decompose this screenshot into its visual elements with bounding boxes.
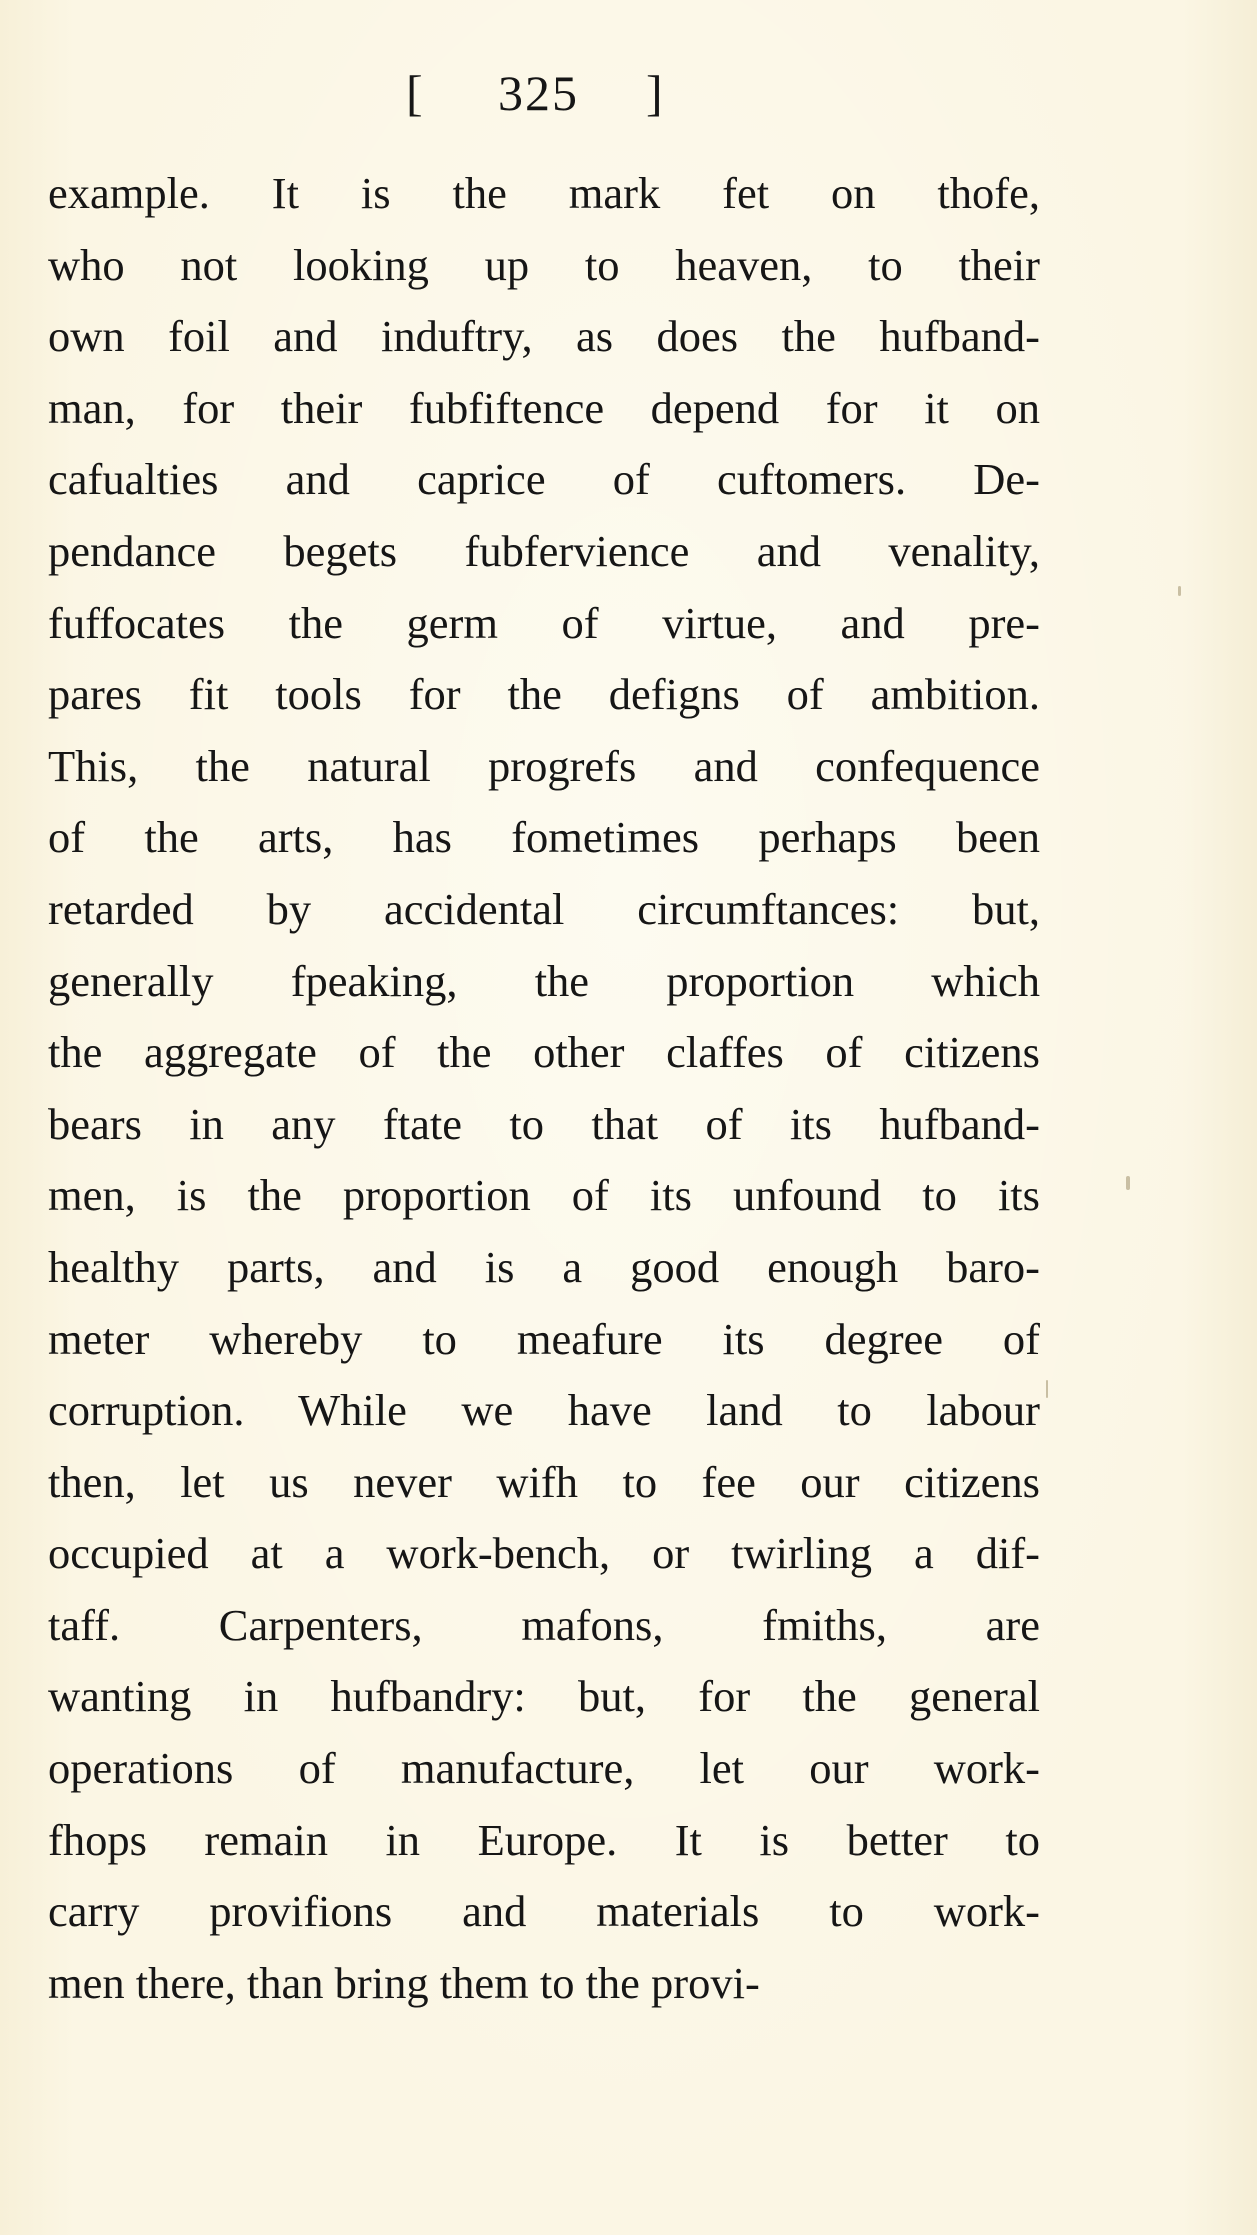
text-line: bears in any ftate to that of its hufband-	[48, 1098, 1040, 1149]
text-line: cafualties and caprice of cuftomers. De-	[48, 454, 1040, 505]
text-line: the aggregate of the other claffes of citizens	[48, 1027, 1040, 1078]
body-text	[48, 158, 1040, 2019]
paper-speck	[1178, 586, 1181, 596]
page-number: 325	[498, 65, 579, 121]
text-line: This, the natural progrefs and confequence	[48, 740, 1040, 791]
text-line: men, is the proportion of its unfound to its	[48, 1170, 1040, 1221]
text-line: carry provifions and materials to work-	[48, 1886, 1040, 1937]
text-line: corruption. While we have land to labour	[48, 1385, 1040, 1436]
text-line: men there, than bring them to the provi-	[48, 1957, 760, 2008]
text-line: healthy parts, and is a good enough baro-	[48, 1241, 1040, 1292]
text-line: occupied at a work-bench, or twirling a dif-	[48, 1528, 1040, 1579]
paper-speck	[1046, 1380, 1048, 1398]
text-line: fhops remain in Europe. It is better to	[48, 1814, 1040, 1865]
text-line: man, for their fubfiftence depend for it on	[48, 382, 1040, 433]
text-line: then, let us never wifh to fee our citizens	[48, 1456, 1040, 1507]
text-line: wanting in hufbandry: but, for the general	[48, 1671, 1040, 1722]
text-line: operations of manufacture, let our work-	[48, 1743, 1040, 1794]
page-number-header	[400, 58, 700, 128]
text-line: meter whereby to meafure its degree of	[48, 1313, 1040, 1364]
text-line: pendance begets fubfervience and venality,	[48, 525, 1040, 576]
text-line: example. It is the mark fet on thofe,	[48, 168, 1040, 218]
text-line: of the arts, has fometimes perhaps been	[48, 812, 1040, 863]
paper-speck	[1126, 1176, 1130, 1190]
text-line: retarded by accidental circumftances: but,	[48, 883, 1040, 934]
text-line: fuffocates the germ of virtue, and pre-	[48, 597, 1040, 648]
page-number-open-bracket: [	[406, 65, 425, 121]
text-line: own foil and induftry, as does the hufband-	[48, 311, 1040, 362]
page-number-close-bracket: ]	[646, 65, 665, 121]
text-line: taff. Carpenters, mafons, fmiths, are	[48, 1599, 1040, 1650]
text-line: pares fit tools for the defigns of ambition.	[48, 669, 1040, 720]
text-line: who not looking up to heaven, to their	[48, 239, 1040, 290]
text-line: generally fpeaking, the proportion which	[48, 955, 1040, 1006]
